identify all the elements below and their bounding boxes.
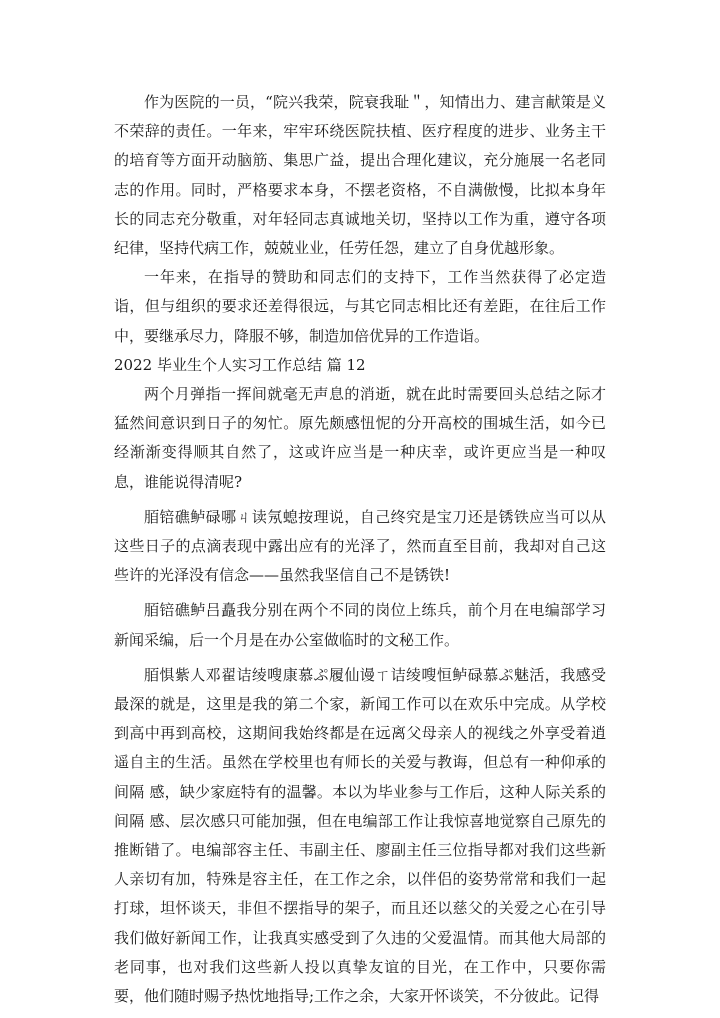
paragraph-year-summary: 一年来，在指导的赞助和同志们的支持下，工作当然获得了必定造诣，但与组织的要求还差得很远，与其它同志相比还有差距，在往后工作中，要继承尽力，降服不够，制造加倍优异的工作造诣。 [114, 268, 606, 345]
paragraph-self-reflection: 脜锫礁鲈碌哪ㄐ读氖螅按理说，自己终究是宝刀还是锈铁应当可以从这些日子的点滴表现中露出应有的光泽了，然而直至目前，我却对自己这些许的光泽没有信念——虽然我坚信自己不是锈铁! [114, 507, 606, 585]
paragraph-two-months: 两个月弹指一挥间就毫无声息的消逝，就在此时需要回头总结之际才猛然间意识到日子的匆忙。原先颇感忸怩的分开高校的围城生活，如今已经渐渐变得顺其自然了，这或许应当是一种庆幸，或许更应当是一种叹息，谁能说得清呢? [114, 385, 606, 491]
document-page [114, 88, 606, 1011]
section-heading: 2022 毕业生个人实习工作总结 篇 12 [114, 355, 366, 374]
paragraph-hospital-responsibility: 作为医院的一员，“院兴我荣，院衰我耻＂，知情出力、建言献策是义不荣辞的责任。一年来，牢牢环绕医院扶植、医疗程度的进步、业务主干的培育等方面开动脑筋、集思广益，提出合理化建议，充分施展一名老同志的作用。同时，严格要求本身，不摆老资格，不自满傲慢，比拟本身年长的同志充分敬重，对年轻同志真诚地关切，坚持以工作为重，遵守各项纪律，坚持代病工作，兢兢业业，任劳任怨，建立了自身优越形象。 [114, 93, 606, 258]
paragraph-two-positions: 脜锫礁鲈吕矗我分别在两个不同的岗位上练兵，前个月在电编部学习新闻采编，后一个月是在办公室做临时的文秘工作。 [114, 601, 606, 649]
paragraph-editorial-department: 脜惧紫人邓翟诘绫嗖康慕ぷ履仙谩ㄒ诘绫嗖恒鲈碌慕ぷ魅活，我感受最深的就是，这里是我的第二个家，新闻工作可以在欢乐中完成。从学校到高中再到高校，这期间我始终都是在远离父母亲人的视线之外享受着逍遥自主的生活。虽然在学校里也有师长的关爱与教诲，但总有一种仰承的间隔 感，缺少家庭特有的温馨。本以为毕业参与工作后，这种人际关系的间隔 感、层次感只可能加强，但在电编部工作让我惊喜地觉察自己原先的推断错了。电编部容主任、韦副主任、廖副主任三位指导都对我们这些新人亲切有加，特殊是容主任，在工作之余，以伴侣的姿势常常和我们一起打球，坦怀谈天，非但不摆指导的架子，而且还以慈父的关爱之心在引导我们做好新闻工作，让我真实感受到了久违的父爱温情。而其他大局部的老同事，也对我们这些新人投以真挚友谊的目光，在工作中，只要你需要，他们随时赐予热忱地指导;工作之余，大家开怀谈笑，不分彼此。记得 [114, 665, 606, 1006]
